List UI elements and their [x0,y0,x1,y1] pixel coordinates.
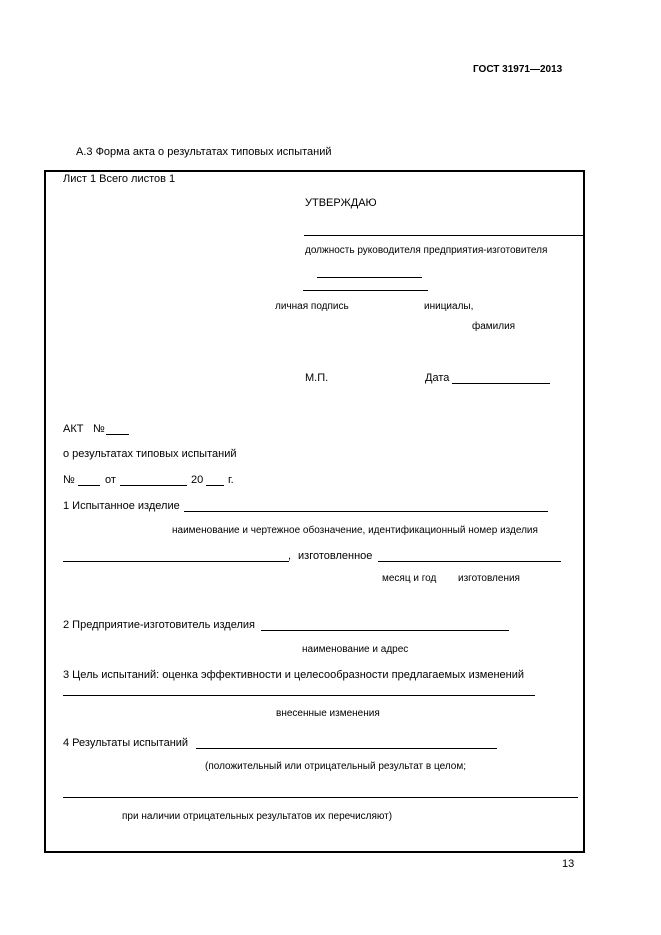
act-number-label: № [93,423,105,435]
item2-line [261,630,509,631]
item2-caption: наименование и адрес [302,644,409,655]
position-caption: должность руководителя предприятия-изготовителя [305,245,548,256]
item1-comma: , [288,550,292,562]
standard-header: ГОСТ 31971—2013 [473,64,563,75]
item3-line [63,695,535,696]
item1-manufactured: изготовленное [298,550,373,562]
item1-line [184,511,548,512]
item4-label: 4 Результаты испытаний [63,737,189,749]
sheet-info: Лист 1 Всего листов 1 [63,173,176,185]
date-year-suffix: г. [228,474,234,486]
position-line [304,235,583,236]
item3-caption: внесенные изменения [276,708,380,719]
act-number-line [106,434,129,435]
date-line [452,383,550,384]
date-number-line [78,485,100,486]
item1-line2 [63,561,289,562]
signature-line-short [317,277,422,278]
date-year-prefix: 20 [191,474,204,486]
item1-manufactured-line [378,561,561,562]
item4-caption2: при наличии отрицательных результатов их перечисляют) [122,811,393,822]
item1-month-year: месяц и год [382,573,437,584]
initials-caption: инициалы, [424,301,474,312]
approval-heading: УТВЕРЖДАЮ [305,197,377,209]
item3-label: 3 Цель испытаний: оценка эффективности и целесообразности предлагаемых изменений [63,669,524,681]
date-day-month-line [120,485,187,486]
act-subtitle: о результатах типовых испытаний [63,448,237,460]
item4-caption1: (положительный или отрицательный результат в целом; [205,761,467,772]
section-title: А.3 Форма акта о результатах типовых испытаний [76,146,332,158]
act-title: АКТ [63,423,84,435]
page-number: 13 [562,858,575,870]
item1-caption: наименование и чертежное обозначение, идентификационный номер изделия [172,525,538,536]
item4-line2 [63,797,578,798]
item2-label: 2 Предприятие-изготовитель изделия [63,619,255,631]
date-year-line [206,485,224,486]
item1-label: 1 Испытанное изделие [63,500,180,512]
signature-caption: личная подпись [275,301,349,312]
date-label: Дата [425,372,450,384]
stamp-label: М.П. [305,372,329,384]
item1-manufacture: изготовления [458,573,520,584]
item4-line [196,748,497,749]
date-from: от [105,474,116,486]
signature-line [303,290,428,291]
date-number-sign: № [63,474,75,486]
surname-caption: фамилия [472,321,516,332]
